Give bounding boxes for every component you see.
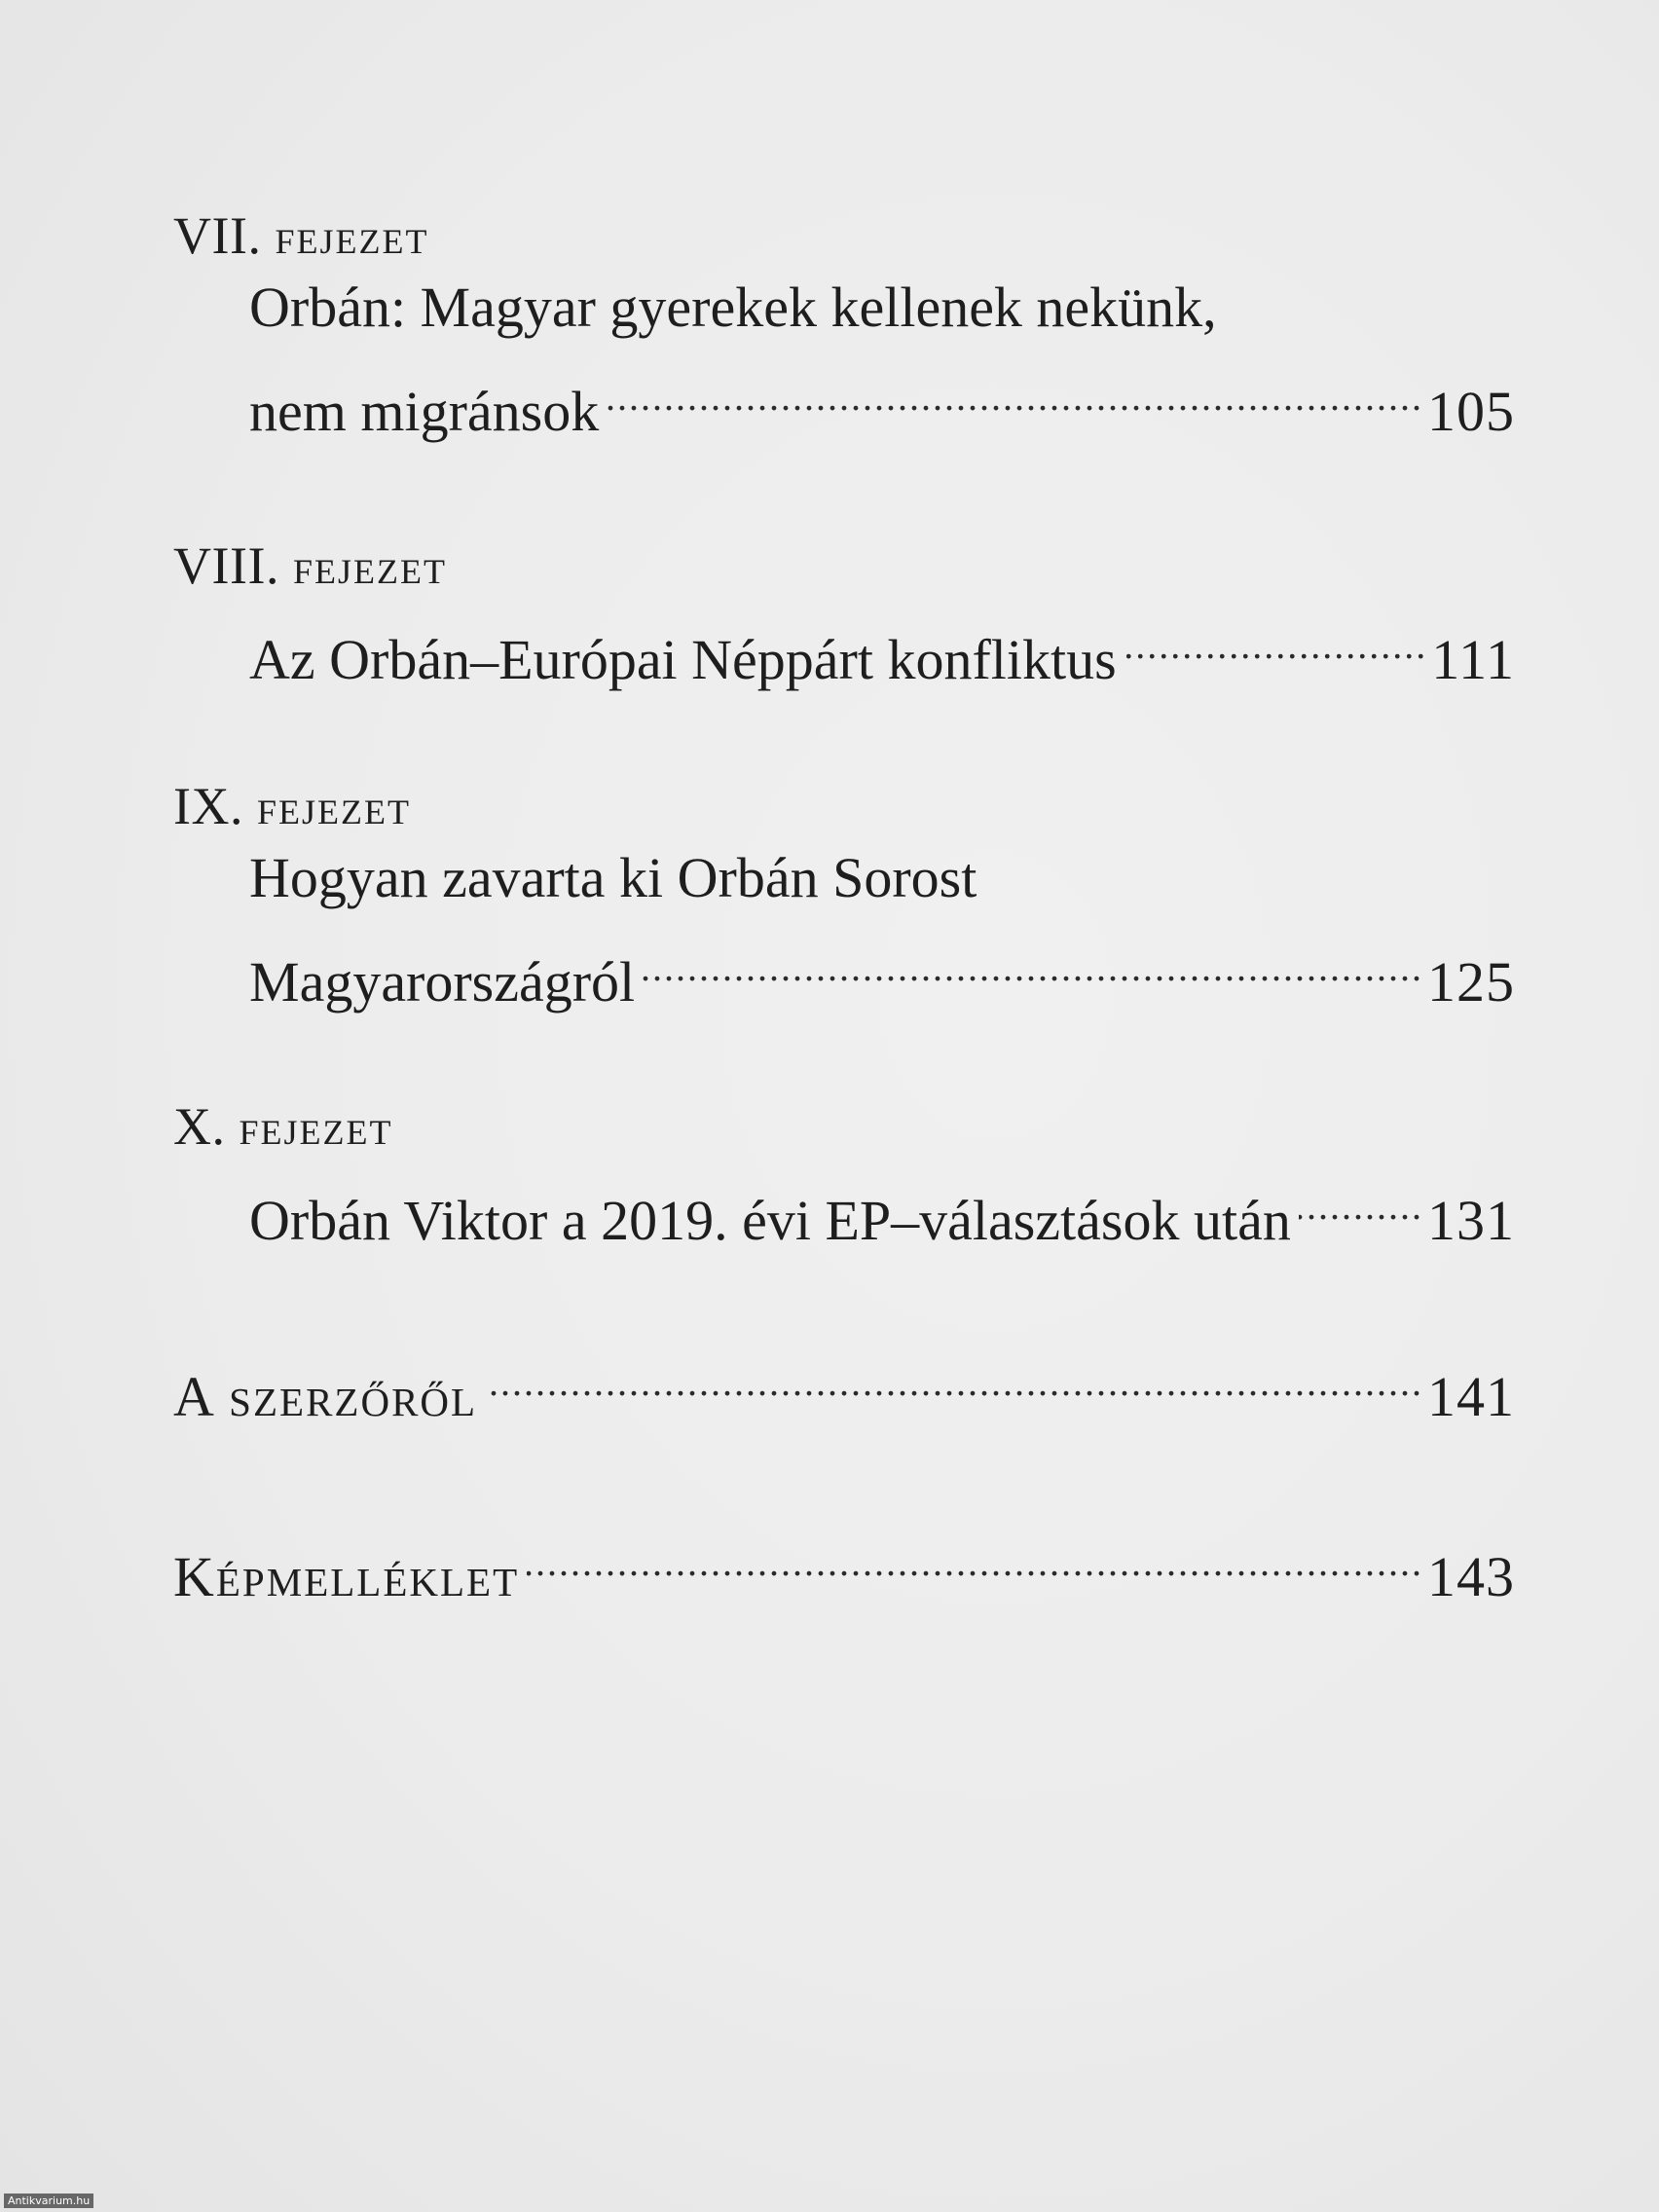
toc-chapter-vii bbox=[173, 204, 1515, 453]
chapter-number: VII. bbox=[173, 206, 262, 265]
toc-entry-author[interactable] bbox=[173, 1334, 1515, 1438]
chapter-label: fejezet bbox=[292, 539, 447, 595]
entry-title: Képmelléklet bbox=[173, 1545, 520, 1608]
chapter-title-line: Orbán: Magyar gyerekek kellenek nekünk, bbox=[249, 276, 1217, 339]
page-number: 125 bbox=[1427, 950, 1515, 1014]
toc-entry-line[interactable] bbox=[173, 349, 1515, 453]
chapter-number: X. bbox=[173, 1097, 226, 1156]
chapter-label: fejezet bbox=[256, 780, 411, 835]
chapter-heading bbox=[173, 1095, 1515, 1158]
page-number: 143 bbox=[1427, 1545, 1515, 1608]
page-number: 111 bbox=[1431, 628, 1515, 691]
toc-chapter-viii bbox=[173, 535, 1515, 701]
dot-leader bbox=[485, 1334, 1423, 1416]
dot-leader bbox=[527, 1514, 1423, 1596]
chapter-title-last-line: nem migránsok bbox=[249, 380, 600, 443]
page-number: 131 bbox=[1427, 1189, 1515, 1252]
toc-entry-line[interactable] bbox=[173, 1158, 1515, 1262]
toc-entry-line[interactable] bbox=[173, 919, 1515, 1023]
chapter-number: IX. bbox=[173, 777, 243, 835]
chapter-heading bbox=[173, 204, 1515, 267]
toc-chapter-x bbox=[173, 1095, 1515, 1262]
watermark: Antikvarium.hu bbox=[4, 2194, 93, 2208]
entry-title: A szerzőről bbox=[173, 1365, 478, 1428]
dot-leader bbox=[1299, 1158, 1423, 1239]
toc-chapter-ix bbox=[173, 775, 1515, 1023]
chapter-title-line: Hogyan zavarta ki Orbán Sorost bbox=[249, 846, 977, 909]
dot-leader bbox=[643, 919, 1423, 1001]
chapter-label: fejezet bbox=[275, 209, 429, 265]
chapter-title-last-line: Az Orbán–Európai Néppárt konfliktus bbox=[249, 628, 1117, 691]
chapter-heading bbox=[173, 775, 1515, 837]
table-of-contents bbox=[173, 204, 1515, 1618]
toc-entry-images[interactable] bbox=[173, 1514, 1515, 1618]
chapter-number: VIII. bbox=[173, 536, 279, 595]
dot-leader bbox=[607, 349, 1423, 430]
chapter-heading bbox=[173, 535, 1515, 597]
chapter-label: fejezet bbox=[239, 1100, 393, 1156]
page-number: 105 bbox=[1427, 380, 1515, 443]
page-number: 141 bbox=[1427, 1365, 1515, 1428]
chapter-title-last-line: Magyarországról bbox=[249, 950, 636, 1014]
dot-leader bbox=[1124, 597, 1428, 679]
toc-entry-line[interactable] bbox=[173, 597, 1515, 701]
chapter-title-last-line: Orbán Viktor a 2019. évi EP–választások után bbox=[249, 1189, 1291, 1252]
